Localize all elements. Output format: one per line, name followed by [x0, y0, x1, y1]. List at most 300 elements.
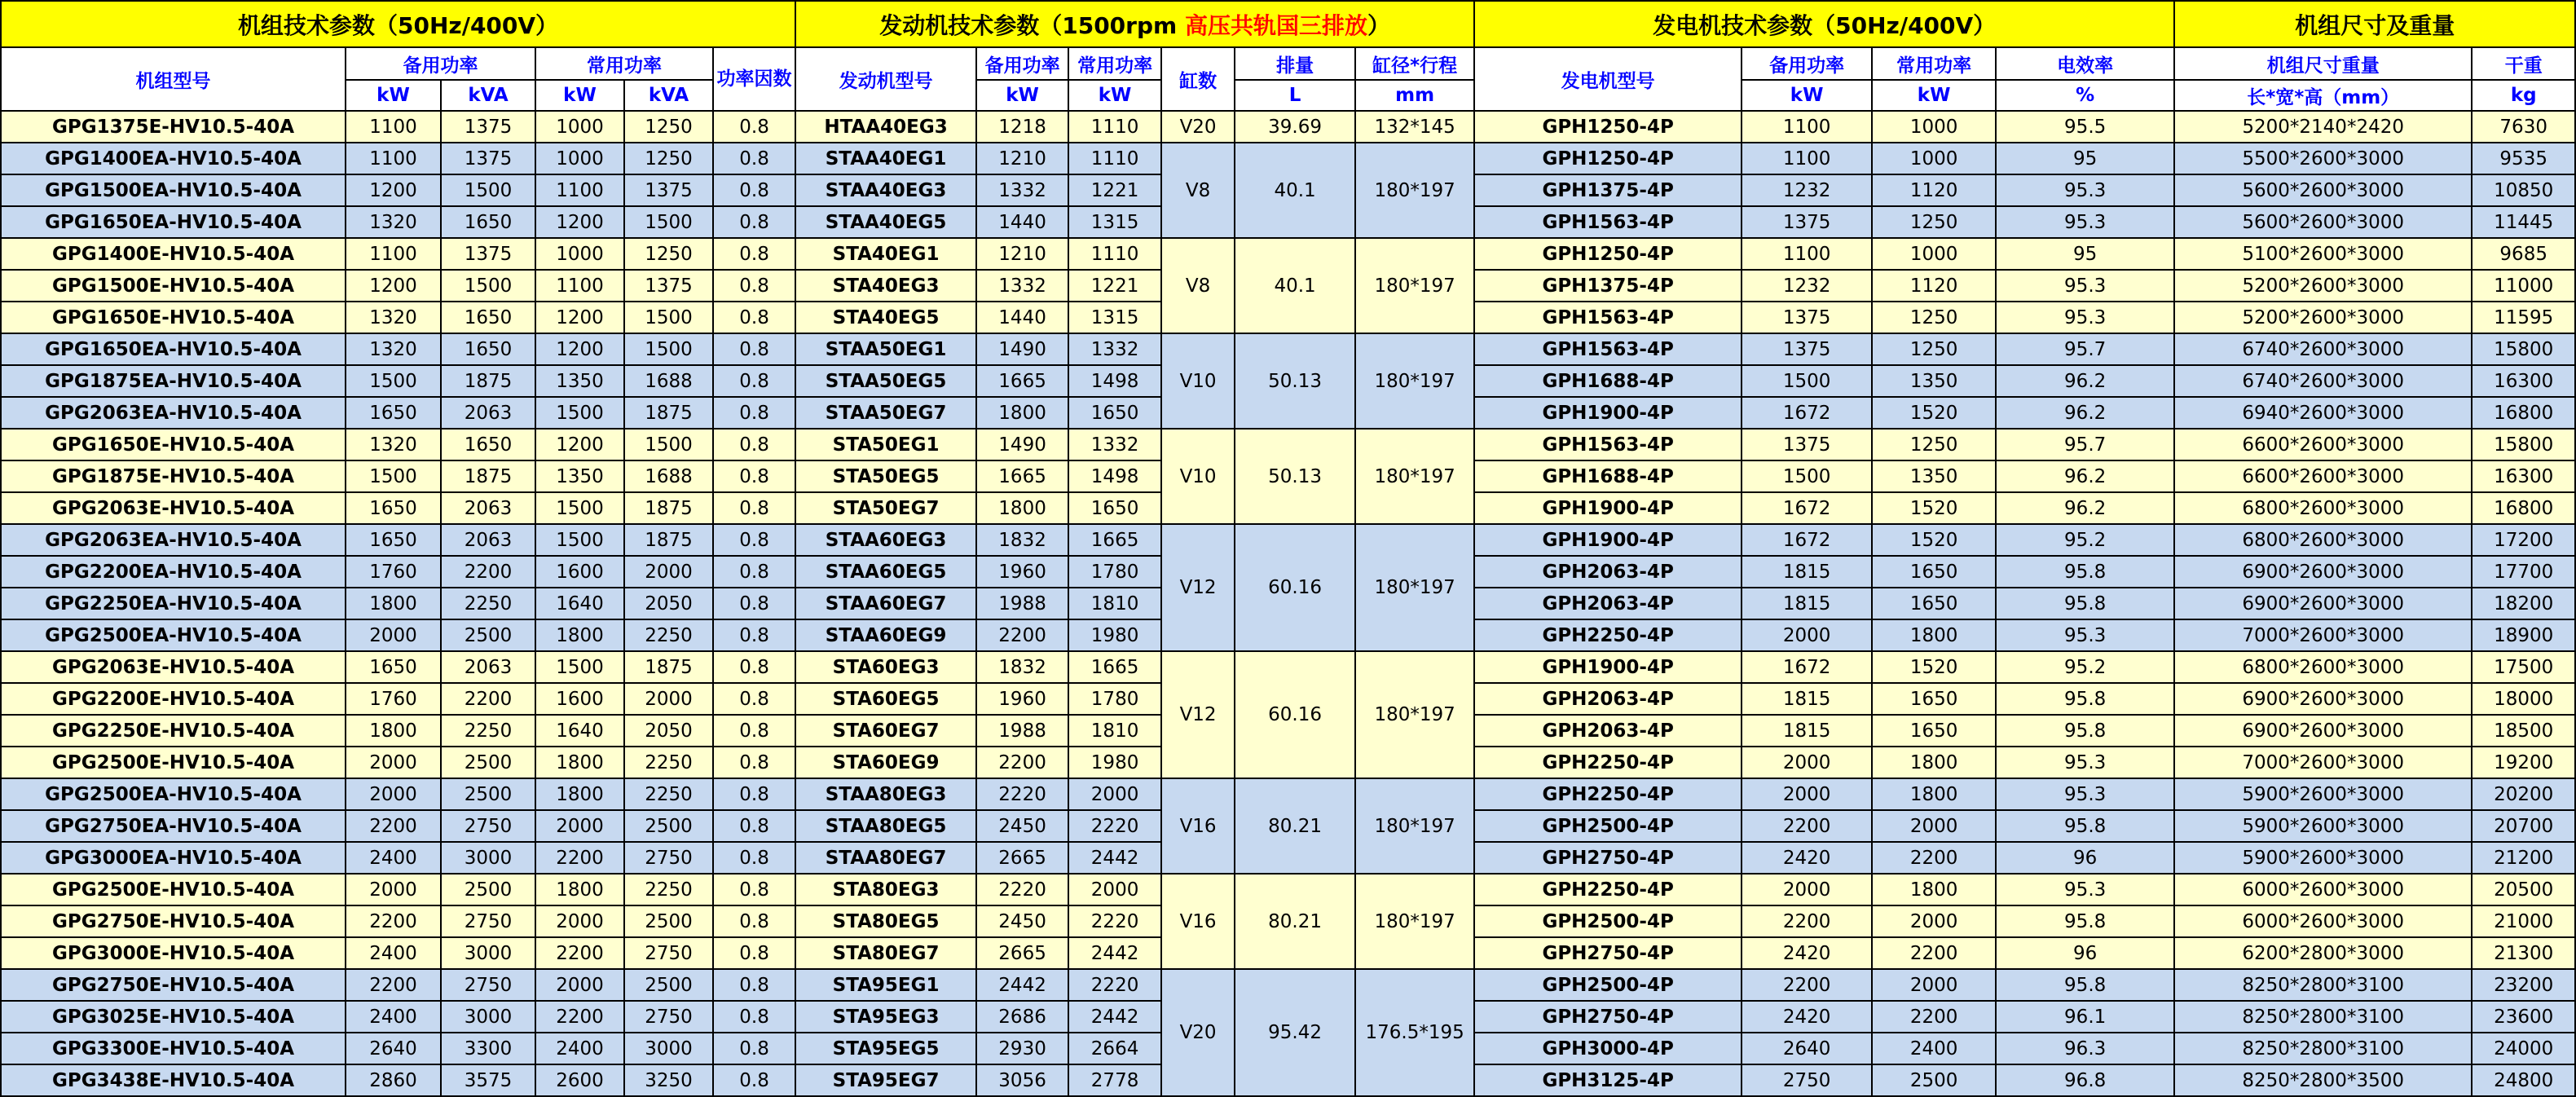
unit-engine-standby-kw: kW	[976, 80, 1068, 111]
cell-engine-model: STA80EG5	[795, 905, 976, 937]
engine-section-prefix: 发动机技术参数（1500rpm	[879, 11, 1185, 39]
cell-standby-kva: 3000	[441, 842, 535, 874]
cell-dry-weight: 15800	[2472, 333, 2575, 365]
cell-power-factor: 0.8	[713, 842, 795, 874]
cell-dimensions: 6900*2600*3000	[2174, 556, 2472, 588]
cell-standby-kva: 1500	[441, 270, 535, 302]
cell-efficiency: 95.8	[1996, 715, 2174, 747]
cell-cylinders: V10	[1161, 429, 1235, 524]
table-row	[1, 778, 2575, 810]
cell-unit-model: GPG2063EA-HV10.5-40A	[1, 524, 346, 556]
cell-engine-standby-kw: 1332	[976, 174, 1068, 206]
unit-alt-standby-kw: kW	[1742, 80, 1872, 111]
cell-engine-prime-kw: 1980	[1068, 619, 1161, 651]
cell-alt-standby-kw: 1375	[1742, 429, 1872, 460]
cell-alt-prime-kw: 1520	[1872, 524, 1996, 556]
unit-displacement-l: L	[1235, 80, 1355, 111]
cell-power-factor: 0.8	[713, 556, 795, 588]
cell-engine-prime-kw: 1980	[1068, 747, 1161, 778]
cell-engine-prime-kw: 2220	[1068, 810, 1161, 842]
cell-engine-prime-kw: 2000	[1068, 778, 1161, 810]
cell-alt-prime-kw: 2200	[1872, 1001, 1996, 1033]
cell-standby-kw: 1800	[346, 715, 441, 747]
cell-dry-weight: 11445	[2472, 206, 2575, 238]
cell-efficiency: 95	[1996, 238, 2174, 270]
cell-prime-kva: 2000	[624, 683, 713, 715]
cell-efficiency: 96.2	[1996, 492, 2174, 524]
cell-engine-model: STA60EG3	[795, 651, 976, 683]
cell-prime-kva: 2500	[624, 810, 713, 842]
cell-alt-standby-kw: 1232	[1742, 174, 1872, 206]
cell-engine-model: STA95EG1	[795, 969, 976, 1001]
cell-alt-prime-kw: 1650	[1872, 715, 1996, 747]
cell-bore-stroke: 180*197	[1355, 651, 1474, 778]
cell-alt-model: GPH1250-4P	[1474, 238, 1742, 270]
cell-alt-model: GPH3000-4P	[1474, 1033, 1742, 1064]
cell-cylinders: V12	[1161, 651, 1235, 778]
cell-engine-model: STAA80EG3	[795, 778, 976, 810]
cell-alt-prime-kw: 1250	[1872, 206, 1996, 238]
cell-engine-prime-kw: 1221	[1068, 270, 1161, 302]
unit-efficiency-pct: %	[1996, 80, 2174, 111]
cell-engine-prime-kw: 1650	[1068, 492, 1161, 524]
cell-efficiency: 95.2	[1996, 524, 2174, 556]
cell-dry-weight: 18900	[2472, 619, 2575, 651]
cell-unit-model: GPG3300E-HV10.5-40A	[1, 1033, 346, 1064]
cell-engine-standby-kw: 2665	[976, 937, 1068, 969]
cell-dry-weight: 17200	[2472, 524, 2575, 556]
cell-standby-kw: 2640	[346, 1033, 441, 1064]
cell-dimensions: 6740*2600*3000	[2174, 333, 2472, 365]
cell-power-factor: 0.8	[713, 1064, 795, 1096]
cell-alt-standby-kw: 1500	[1742, 460, 1872, 492]
cell-alt-standby-kw: 2420	[1742, 937, 1872, 969]
cell-standby-kva: 3300	[441, 1033, 535, 1064]
cell-alt-standby-kw: 1375	[1742, 333, 1872, 365]
cell-dimensions: 8250*2800*3100	[2174, 1001, 2472, 1033]
cell-dimensions: 7000*2600*3000	[2174, 747, 2472, 778]
unit-prime-kw: kW	[535, 80, 624, 111]
cell-engine-standby-kw: 1960	[976, 683, 1068, 715]
cell-cylinders: V20	[1161, 111, 1235, 143]
cell-alt-prime-kw: 1800	[1872, 747, 1996, 778]
cell-engine-model: STA60EG5	[795, 683, 976, 715]
cell-alt-model: GPH1563-4P	[1474, 206, 1742, 238]
cell-engine-model: STA95EG5	[795, 1033, 976, 1064]
cell-standby-kw: 2200	[346, 969, 441, 1001]
cell-dry-weight: 21000	[2472, 905, 2575, 937]
cell-alt-standby-kw: 1375	[1742, 206, 1872, 238]
cell-alt-prime-kw: 1520	[1872, 651, 1996, 683]
cell-standby-kva: 2063	[441, 397, 535, 429]
cell-engine-standby-kw: 1440	[976, 302, 1068, 333]
cell-engine-prime-kw: 2442	[1068, 1001, 1161, 1033]
cell-standby-kw: 1650	[346, 397, 441, 429]
cell-power-factor: 0.8	[713, 715, 795, 747]
cell-cylinders: V16	[1161, 874, 1235, 969]
cell-standby-kw: 1100	[346, 238, 441, 270]
cell-alt-model: GPH1900-4P	[1474, 651, 1742, 683]
cell-engine-prime-kw: 2220	[1068, 969, 1161, 1001]
cell-alt-standby-kw: 2640	[1742, 1033, 1872, 1064]
cell-alt-standby-kw: 2420	[1742, 842, 1872, 874]
cell-alt-model: GPH1563-4P	[1474, 302, 1742, 333]
cell-engine-standby-kw: 1665	[976, 365, 1068, 397]
cell-power-factor: 0.8	[713, 651, 795, 683]
cell-alt-prime-kw: 2200	[1872, 937, 1996, 969]
cell-dimensions: 8250*2800*3500	[2174, 1064, 2472, 1096]
cell-unit-model: GPG2750E-HV10.5-40A	[1, 905, 346, 937]
cell-unit-model: GPG1875EA-HV10.5-40A	[1, 365, 346, 397]
cell-prime-kva: 2250	[624, 619, 713, 651]
cell-dry-weight: 16800	[2472, 492, 2575, 524]
cell-standby-kw: 1320	[346, 429, 441, 460]
engine-section-header	[795, 1, 1474, 47]
cell-alt-standby-kw: 1232	[1742, 270, 1872, 302]
col-power-factor: 功率因数	[713, 47, 795, 111]
cell-engine-model: STAA50EG5	[795, 365, 976, 397]
cell-power-factor: 0.8	[713, 270, 795, 302]
cell-unit-model: GPG3438E-HV10.5-40A	[1, 1064, 346, 1096]
cell-engine-standby-kw: 2686	[976, 1001, 1068, 1033]
cell-displacement: 50.13	[1235, 333, 1355, 429]
cell-prime-kva: 1875	[624, 492, 713, 524]
cell-dry-weight: 7630	[2472, 111, 2575, 143]
cell-standby-kw: 1760	[346, 683, 441, 715]
cell-dry-weight: 24000	[2472, 1033, 2575, 1064]
cell-standby-kva: 2750	[441, 905, 535, 937]
cell-bore-stroke: 180*197	[1355, 143, 1474, 238]
cell-standby-kva: 1650	[441, 429, 535, 460]
cell-prime-kva: 1875	[624, 397, 713, 429]
cell-engine-model: STAA40EG1	[795, 143, 976, 174]
cell-engine-standby-kw: 1218	[976, 111, 1068, 143]
cell-alt-prime-kw: 1000	[1872, 143, 1996, 174]
cell-prime-kw: 2600	[535, 1064, 624, 1096]
cell-power-factor: 0.8	[713, 969, 795, 1001]
cell-prime-kw: 1200	[535, 206, 624, 238]
cell-dry-weight: 23200	[2472, 969, 2575, 1001]
cell-engine-prime-kw: 2220	[1068, 905, 1161, 937]
cell-standby-kw: 2200	[346, 905, 441, 937]
cell-engine-prime-kw: 1780	[1068, 556, 1161, 588]
cell-power-factor: 0.8	[713, 778, 795, 810]
cell-prime-kw: 1200	[535, 333, 624, 365]
cell-engine-model: STA80EG7	[795, 937, 976, 969]
cell-standby-kw: 1800	[346, 588, 441, 619]
cell-dry-weight: 15800	[2472, 429, 2575, 460]
cell-alt-standby-kw: 1815	[1742, 556, 1872, 588]
table-row	[1, 429, 2575, 460]
cell-alt-standby-kw: 1100	[1742, 143, 1872, 174]
cell-engine-prime-kw: 1332	[1068, 429, 1161, 460]
cell-prime-kw: 1000	[535, 238, 624, 270]
cell-standby-kva: 3000	[441, 937, 535, 969]
cell-engine-model: STAA60EG3	[795, 524, 976, 556]
cell-engine-model: STAA40EG3	[795, 174, 976, 206]
cell-alt-prime-kw: 2500	[1872, 1064, 1996, 1096]
cell-engine-model: STAA60EG5	[795, 556, 976, 588]
cell-dry-weight: 11000	[2472, 270, 2575, 302]
col-alt-standby: 备用功率	[1742, 47, 1872, 80]
cell-unit-model: GPG1650EA-HV10.5-40A	[1, 206, 346, 238]
cell-dimensions: 6600*2600*3000	[2174, 429, 2472, 460]
cell-standby-kw: 2000	[346, 619, 441, 651]
cell-efficiency: 96.2	[1996, 460, 2174, 492]
cell-engine-prime-kw: 1110	[1068, 238, 1161, 270]
cell-dry-weight: 17500	[2472, 651, 2575, 683]
cell-power-factor: 0.8	[713, 747, 795, 778]
cell-alt-model: GPH1900-4P	[1474, 397, 1742, 429]
cell-engine-standby-kw: 1800	[976, 492, 1068, 524]
cell-dry-weight: 20200	[2472, 778, 2575, 810]
cell-unit-model: GPG1650EA-HV10.5-40A	[1, 333, 346, 365]
cell-alt-prime-kw: 2200	[1872, 842, 1996, 874]
cell-unit-model: GPG2063E-HV10.5-40A	[1, 492, 346, 524]
cell-engine-standby-kw: 2665	[976, 842, 1068, 874]
cell-engine-standby-kw: 2450	[976, 905, 1068, 937]
cell-prime-kw: 1800	[535, 874, 624, 905]
cell-dry-weight: 16300	[2472, 365, 2575, 397]
cell-dimensions: 5100*2600*3000	[2174, 238, 2472, 270]
cell-unit-model: GPG1400EA-HV10.5-40A	[1, 143, 346, 174]
cell-alt-standby-kw: 1672	[1742, 397, 1872, 429]
cell-standby-kva: 1650	[441, 206, 535, 238]
cell-standby-kva: 3000	[441, 1001, 535, 1033]
cell-engine-standby-kw: 1960	[976, 556, 1068, 588]
unit-prime-kva: kVA	[624, 80, 713, 111]
cell-displacement: 50.13	[1235, 429, 1355, 524]
cell-dimensions: 5200*2600*3000	[2174, 302, 2472, 333]
cell-alt-model: GPH1900-4P	[1474, 524, 1742, 556]
cell-dry-weight: 21300	[2472, 937, 2575, 969]
cell-alt-model: GPH2250-4P	[1474, 874, 1742, 905]
cell-alt-standby-kw: 1815	[1742, 588, 1872, 619]
cell-engine-standby-kw: 1800	[976, 397, 1068, 429]
engine-section-highlight: 高压共轨国三排放	[1184, 11, 1367, 39]
cell-standby-kw: 2000	[346, 747, 441, 778]
cell-standby-kva: 2250	[441, 715, 535, 747]
cell-engine-standby-kw: 2200	[976, 619, 1068, 651]
cell-power-factor: 0.8	[713, 810, 795, 842]
cell-alt-prime-kw: 2000	[1872, 969, 1996, 1001]
cell-unit-model: GPG1500EA-HV10.5-40A	[1, 174, 346, 206]
cell-engine-standby-kw: 1832	[976, 524, 1068, 556]
cell-cylinders: V8	[1161, 238, 1235, 333]
cell-prime-kw: 1600	[535, 556, 624, 588]
col-engine-model: 发动机型号	[795, 47, 976, 111]
cell-engine-model: STA80EG3	[795, 874, 976, 905]
cell-engine-prime-kw: 1110	[1068, 111, 1161, 143]
cell-engine-model: STAA50EG1	[795, 333, 976, 365]
cell-standby-kva: 2500	[441, 747, 535, 778]
cell-engine-model: STA95EG3	[795, 1001, 976, 1033]
cell-engine-model: STAA80EG7	[795, 842, 976, 874]
cell-prime-kw: 1500	[535, 492, 624, 524]
cell-alt-model: GPH2063-4P	[1474, 715, 1742, 747]
cell-dry-weight: 9535	[2472, 143, 2575, 174]
cell-engine-prime-kw: 1810	[1068, 588, 1161, 619]
cell-engine-prime-kw: 1780	[1068, 683, 1161, 715]
cell-standby-kw: 1200	[346, 174, 441, 206]
cell-alt-prime-kw: 1800	[1872, 619, 1996, 651]
cell-standby-kw: 2000	[346, 778, 441, 810]
cell-prime-kva: 1875	[624, 524, 713, 556]
cell-dry-weight: 23600	[2472, 1001, 2575, 1033]
cell-prime-kva: 2750	[624, 937, 713, 969]
cell-unit-model: GPG3000EA-HV10.5-40A	[1, 842, 346, 874]
cell-cylinders: V12	[1161, 524, 1235, 651]
cell-standby-kva: 2500	[441, 778, 535, 810]
unit-section-header: 机组技术参数（50Hz/400V）	[1, 1, 795, 47]
cell-alt-standby-kw: 1672	[1742, 492, 1872, 524]
cell-bore-stroke: 180*197	[1355, 874, 1474, 969]
cell-unit-model: GPG1875E-HV10.5-40A	[1, 460, 346, 492]
cell-prime-kw: 1800	[535, 778, 624, 810]
cell-alt-model: GPH2500-4P	[1474, 905, 1742, 937]
cell-standby-kw: 1100	[346, 143, 441, 174]
cell-standby-kw: 2400	[346, 1001, 441, 1033]
cell-power-factor: 0.8	[713, 683, 795, 715]
cell-prime-kw: 1100	[535, 270, 624, 302]
cell-engine-standby-kw: 2442	[976, 969, 1068, 1001]
cell-power-factor: 0.8	[713, 238, 795, 270]
cell-alt-prime-kw: 1520	[1872, 492, 1996, 524]
cell-engine-standby-kw: 2220	[976, 778, 1068, 810]
cell-prime-kw: 1500	[535, 397, 624, 429]
cell-efficiency: 95.8	[1996, 905, 2174, 937]
cell-standby-kw: 1500	[346, 365, 441, 397]
cell-displacement: 40.1	[1235, 238, 1355, 333]
cell-engine-prime-kw: 1665	[1068, 651, 1161, 683]
col-engine-prime: 常用功率	[1068, 47, 1161, 80]
cell-dry-weight: 20700	[2472, 810, 2575, 842]
cell-displacement: 60.16	[1235, 651, 1355, 778]
cell-prime-kva: 2500	[624, 905, 713, 937]
cell-engine-standby-kw: 1332	[976, 270, 1068, 302]
cell-standby-kva: 2063	[441, 492, 535, 524]
cell-efficiency: 96.1	[1996, 1001, 2174, 1033]
cell-alt-standby-kw: 1672	[1742, 524, 1872, 556]
unit-weight-kg: kg	[2472, 80, 2575, 111]
cell-prime-kw: 1800	[535, 747, 624, 778]
cell-engine-prime-kw: 1315	[1068, 302, 1161, 333]
cell-engine-prime-kw: 2664	[1068, 1033, 1161, 1064]
cell-dry-weight: 18000	[2472, 683, 2575, 715]
cell-prime-kw: 2200	[535, 842, 624, 874]
cell-engine-standby-kw: 1490	[976, 333, 1068, 365]
cell-bore-stroke: 180*197	[1355, 238, 1474, 333]
cell-efficiency: 96.3	[1996, 1033, 2174, 1064]
cell-engine-model: STAA40EG5	[795, 206, 976, 238]
cell-engine-model: STA60EG7	[795, 715, 976, 747]
table-row	[1, 524, 2575, 556]
cell-power-factor: 0.8	[713, 397, 795, 429]
cell-dry-weight: 11595	[2472, 302, 2575, 333]
cell-engine-standby-kw: 1988	[976, 588, 1068, 619]
cell-unit-model: GPG2750E-HV10.5-40A	[1, 969, 346, 1001]
cell-standby-kva: 1650	[441, 333, 535, 365]
cell-alt-prime-kw: 1250	[1872, 429, 1996, 460]
cell-prime-kva: 1500	[624, 333, 713, 365]
cell-standby-kva: 2500	[441, 619, 535, 651]
cell-prime-kva: 1688	[624, 460, 713, 492]
cell-alt-standby-kw: 2200	[1742, 969, 1872, 1001]
cell-prime-kw: 1640	[535, 588, 624, 619]
cell-alt-standby-kw: 1375	[1742, 302, 1872, 333]
cell-prime-kva: 2000	[624, 556, 713, 588]
cell-prime-kva: 2250	[624, 747, 713, 778]
unit-dimensions-lwh: 长*宽*高（mm）	[2174, 80, 2472, 111]
unit-engine-prime-kw: kW	[1068, 80, 1161, 111]
cell-efficiency: 95	[1996, 143, 2174, 174]
cell-dimensions: 6800*2600*3000	[2174, 651, 2472, 683]
cell-power-factor: 0.8	[713, 619, 795, 651]
cell-power-factor: 0.8	[713, 1001, 795, 1033]
cell-prime-kva: 2050	[624, 588, 713, 619]
cell-engine-prime-kw: 2442	[1068, 937, 1161, 969]
cell-unit-model: GPG3025E-HV10.5-40A	[1, 1001, 346, 1033]
cell-standby-kw: 2400	[346, 937, 441, 969]
cell-alt-prime-kw: 1520	[1872, 397, 1996, 429]
cell-dimensions: 5600*2600*3000	[2174, 206, 2472, 238]
cell-power-factor: 0.8	[713, 524, 795, 556]
cell-efficiency: 95.3	[1996, 206, 2174, 238]
cell-prime-kw: 2400	[535, 1033, 624, 1064]
cell-standby-kw: 2200	[346, 810, 441, 842]
cell-displacement: 39.69	[1235, 111, 1355, 143]
cell-standby-kw: 1500	[346, 460, 441, 492]
cell-alt-prime-kw: 1250	[1872, 333, 1996, 365]
cell-alt-model: GPH1375-4P	[1474, 174, 1742, 206]
cell-power-factor: 0.8	[713, 333, 795, 365]
cell-engine-prime-kw: 2778	[1068, 1064, 1161, 1096]
cell-standby-kw: 1650	[346, 524, 441, 556]
cell-prime-kva: 2500	[624, 969, 713, 1001]
cell-prime-kva: 1250	[624, 238, 713, 270]
cell-standby-kva: 1650	[441, 302, 535, 333]
cell-prime-kw: 2200	[535, 937, 624, 969]
cell-engine-prime-kw: 1498	[1068, 365, 1161, 397]
cell-prime-kw: 1000	[535, 111, 624, 143]
cell-engine-standby-kw: 1665	[976, 460, 1068, 492]
cell-standby-kva: 3575	[441, 1064, 535, 1096]
cell-standby-kva: 1375	[441, 111, 535, 143]
cell-dry-weight: 16300	[2472, 460, 2575, 492]
cell-engine-model: STA40EG1	[795, 238, 976, 270]
cell-power-factor: 0.8	[713, 460, 795, 492]
cell-engine-standby-kw: 2930	[976, 1033, 1068, 1064]
cell-unit-model: GPG2500E-HV10.5-40A	[1, 747, 346, 778]
cell-power-factor: 0.8	[713, 206, 795, 238]
cell-unit-model: GPG1650E-HV10.5-40A	[1, 429, 346, 460]
cell-efficiency: 95.8	[1996, 683, 2174, 715]
cell-alt-prime-kw: 1650	[1872, 556, 1996, 588]
cell-engine-standby-kw: 1490	[976, 429, 1068, 460]
cell-unit-model: GPG1500E-HV10.5-40A	[1, 270, 346, 302]
col-efficiency: 电效率	[1996, 47, 2174, 80]
cell-dimensions: 6800*2600*3000	[2174, 492, 2472, 524]
cell-standby-kva: 2063	[441, 651, 535, 683]
cell-dimensions: 5600*2600*3000	[2174, 174, 2472, 206]
cell-standby-kw: 2860	[346, 1064, 441, 1096]
cell-standby-kw: 1650	[346, 492, 441, 524]
cell-power-factor: 0.8	[713, 143, 795, 174]
cell-alt-standby-kw: 1500	[1742, 365, 1872, 397]
cell-engine-prime-kw: 1650	[1068, 397, 1161, 429]
cell-alt-standby-kw: 2200	[1742, 810, 1872, 842]
cell-standby-kw: 1650	[346, 651, 441, 683]
